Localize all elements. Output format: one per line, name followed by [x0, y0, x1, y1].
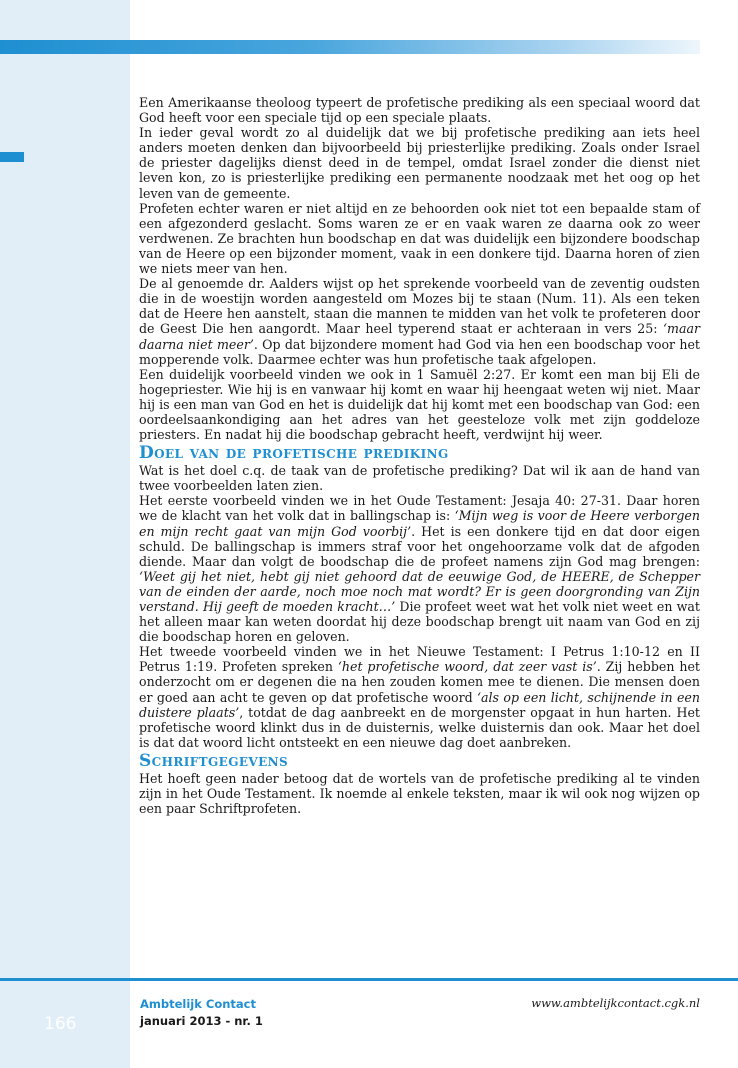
section-marker [0, 152, 24, 162]
issue-label: januari 2013 - nr. 1 [140, 1014, 263, 1028]
website-url: www.ambtelijkcontact.cgk.nl [531, 996, 700, 1010]
paragraph: Een Amerikaanse theoloog typeert de profetische prediking als een speciaal woord dat God heeft voor een speciale tijd op een speciale plaats. [139, 95, 700, 126]
paragraph: Wat is het doel c.q. de taak van de profetische prediking? Dat wil ik aan de hand van twee voorbeelden laten zien. [139, 463, 700, 494]
paragraph: Profeten echter waren er niet altijd en ze behoorden ook niet tot een bepaalde stam of een afgezonderd geslacht. Soms waren ze er en vaak waren ze daarna ook zo weer verdwenen. Ze brachten hun boodschap en dat was duidelijk een bijzondere boodschap van de Heere op een bijzonder moment, vaak in een donkere tijd. Daarna horen of zien we niets meer van hen. [139, 200, 700, 277]
quote: ‘maar daarna niet meer’ [139, 321, 700, 352]
quote: ‘het profetische woord, dat zeer vast is’ [337, 659, 597, 675]
article-body [139, 95, 700, 816]
publication-info [140, 996, 263, 1030]
section-heading: Doel van de profetische prediking [139, 443, 449, 464]
text-run: Het eerste voorbeeld vinden we in het Oude Testament: Jesaja 40: 27-31. Daar horen we de klacht van het volk dat in ballingschap is: [139, 493, 700, 524]
paragraph-jesaja [139, 493, 700, 644]
text-run: Het tweede voorbeeld vinden we in het Nieuwe Testament: I Petrus 1:10-12 en II Petrus 1:19. Profeten spreken [139, 644, 700, 675]
footer-rule [0, 978, 738, 981]
text-run: Die profeet weet wat het volk niet weet en wat het alleen maar kan weten doordat hij deze boodschap brengt uit naam van God en zij die boodschap horen en geloven. [139, 599, 700, 645]
section-heading: Schriftgegevens [139, 750, 289, 771]
publication-name: Ambtelijk Contact [140, 997, 256, 1011]
paragraph: Een duidelijk voorbeeld vinden we ook in 1 Samuël 2:27. Er komt een man bij Eli de hogepriester. Wie hij is en vanwaar hij komt en waar hij heengaat weten wij niet. Maar hij is een man van God en het is duidelijk dat hij komt met een boodschap van God: een oordeelsaankondiging aan het adres van het geesteloze volk met zijn goddeloze priesters. En nadat hij die boodschap gebracht heeft, verdwijnt hij weer. [139, 366, 700, 443]
text-run: . Zij hebben het onderzocht om er degenen die na hen zouden komen mee te dienen. Die mensen doen er goed aan acht te geven op dat profetische woord [139, 659, 700, 705]
text-run: . Het is een donkere tijd en dat door eigen schuld. De ballingschap is immers straf voor het ongehoorzame volk dat de afgoden diende. Maar dan volgt de boodschap die de profeet namens zijn God mag brengen: [139, 523, 700, 569]
paragraph-petrus [139, 644, 700, 750]
header-gradient-bar [0, 40, 700, 54]
quote: ‘Mijn weg is voor de Heere verborgen en mijn recht gaat van mijn God voorbij’ [139, 508, 700, 539]
paragraph: Het hoeft geen nader betoog dat de wortels van de profetische prediking al te vinden zijn in het Oude Testament. Ik noemde al enkele teksten, maar ik wil ook nog wijzen op een paar Schriftprofeten. [139, 770, 700, 817]
page-number: 166 [44, 1014, 77, 1034]
paragraph: In ieder geval wordt zo al duidelijk dat we bij profetische prediking aan iets heel anders moeten denken dan bijvoorbeeld bij priesterlijke prediking. Zoals onder Israel de priester dagelijks dienst deed in de tempel, omdat Israel zonder die dienst niet leven kon, zo is priesterlijke prediking een permanente noodzaak met het oog op het leven van de gemeente. [139, 125, 700, 201]
text-run: , totdat de dag aanbreekt en de morgenster opgaat in hun harten. Het profetische woord klinkt dus in de duisternis, welke duisternis dan ook. Maar het doel is dat dat woord licht ontsteekt en een nieuwe dag doet aanbreken. [139, 704, 700, 750]
text-run: De al genoemde dr. Aalders wijst op het sprekende voorbeeld van de zeventig oudsten die in de woestijn worden aangesteld om Mozes bij te staan (Num. 11). Als een teken dat de Heere hen aanstelt, staan die mannen te midden van het volk te profeteren door de Geest Die hen aangordt. Maar heel typerend staat er achteraan in vers 25: [139, 276, 700, 337]
paragraph-aalders [139, 276, 700, 367]
quote: ‘Weet gij het niet, hebt gij niet gehoord dat de eeuwige God, de HEERE, de Schepper van de einden der aarde, noch moe noch mat wordt? Er is geen doorgronding van Zijn verstand. Hij geeft de moeden kracht…’ [139, 568, 700, 614]
text-run: . Op dat bijzondere moment had God via hen een boodschap voor het mopperende volk. Daarmee echter was hun profetische taak afgelopen. [139, 336, 700, 367]
quote: ‘als op een licht, schijnende in een duistere plaats’ [139, 689, 701, 720]
